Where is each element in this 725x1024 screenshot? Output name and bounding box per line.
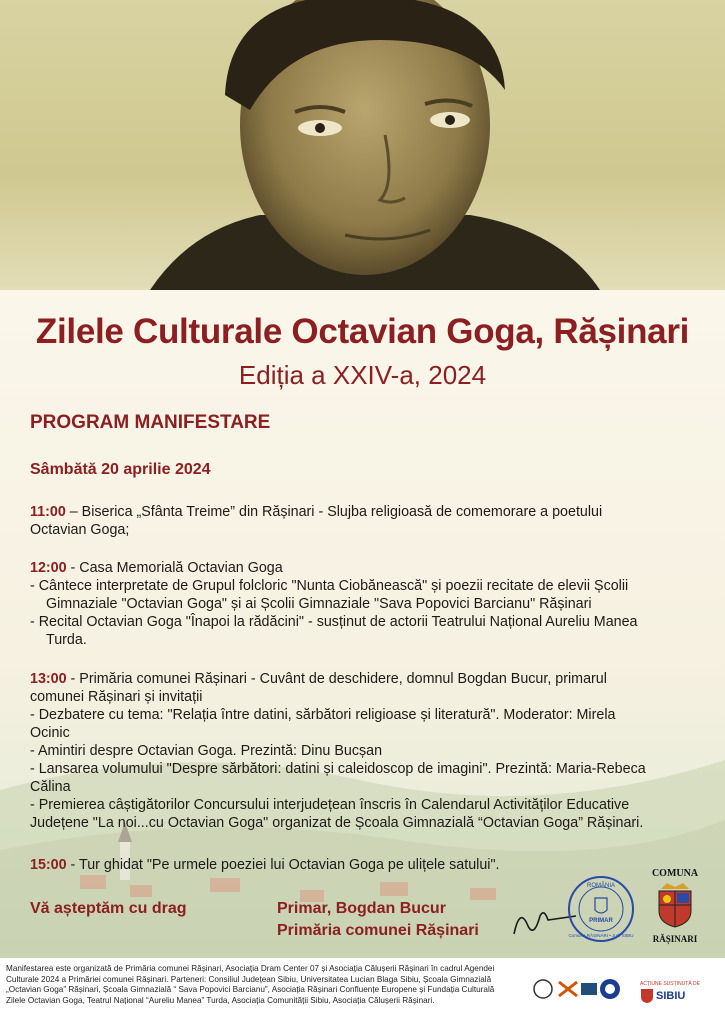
sponsor-label: ACȚIUNE SUSȚINUTĂ DE (640, 981, 701, 987)
item-time: 12:00 (30, 560, 67, 576)
program-item-1100 (30, 503, 700, 539)
item-text: Gimnaziale "Octavian Goga" și ai Școlii Gimnaziale "Sava Popovici Barcianu" Rășinari (46, 596, 592, 612)
item-text: - Primăria comunei Rășinari - Cuvânt de deschidere, domnul Bogdan Bucur, primarul (66, 671, 607, 687)
portrait-photo (0, 0, 725, 290)
sibiu-crest-icon (640, 988, 654, 1004)
program-item-1500 (30, 856, 700, 874)
program-heading: PROGRAM MANIFESTARE (30, 412, 271, 433)
item-text: - Cântece interpretate de Grupul folcloric "Nunta Ciobănească" și poezii recitate de elevii Școlii (30, 578, 629, 594)
program-date: Sâmbătă 20 aprilie 2024 (30, 461, 211, 478)
signature-block (277, 898, 479, 942)
item-text: - Lansarea volumului "Despre sărbători: datini și caleidoscop de imagini". Prezintă: Maria-Rebeca (30, 761, 646, 777)
crest-label-bottom: RĂȘINARI (652, 934, 698, 944)
official-stamp (566, 874, 636, 944)
item-text: - Casa Memorială Octavian Goga (66, 560, 283, 576)
item-text: - Dezbatere cu tema: "Relația între datini, sărbători religioase și literatură". Moderator: Mirela (30, 707, 616, 723)
coat-of-arms-icon (655, 879, 695, 929)
partner-logo-3-icon (580, 980, 598, 998)
program-item-1200 (30, 559, 700, 649)
partner-logo-2-icon (557, 978, 579, 1000)
item-text: - Amintiri despre Octavian Goga. Prezintă: Dinu Bucșan (30, 743, 383, 759)
event-edition: Ediția a XXIV-a, 2024 (238, 360, 487, 390)
item-text: - Tur ghidat "Pe urmele poeziei lui Octavian Goga pe ulițele satului". (66, 857, 500, 873)
item-text: comunei Rășinari și invitații (30, 689, 203, 705)
commune-crest (640, 868, 710, 944)
mayor-name: Primar, Bogdan Bucur (277, 900, 446, 917)
invitation-text: Vă așteptăm cu drag (30, 900, 187, 917)
partner-logo-4-icon (598, 977, 622, 1001)
stamp-top-text: ROMÂNIA (586, 883, 616, 889)
footer-text: Manifestarea este organizată de Primăria comunei Rășinari, Asociația Dram Center 07 și Asociația Călușerii Rășinari în cadrul Agendei Culturale 2024 a Primăriei comunei Rășinari. Parteneri: Consiliul Județean Sibiu, Universitatea Lucian Blaga Sibiu, Școala Gimnazială „Octavian Goga” Rășinari, Școala Gimnazială “ Sava Popovici Barcianu”, Asociația Rășinari Confluențe Europene și Fundația Culturală Zilele Octavian Goga, Teatrul Național “Aureliu Manea” Turda, Asociația Comunității Sibiu, Asociația Călușerii Rășinari. (6, 964, 495, 1005)
item-text: Ocinic (30, 725, 70, 741)
item-text: - Recital Octavian Goga "Înapoi la rădăcini" - susținut de actorii Teatrului Național Aureliu Manea (30, 614, 638, 630)
item-time: 15:00 (30, 857, 67, 873)
item-text: - Premierea câștigătorilor Concursului interjudețean înscris în Calendarul Activităților Educative (30, 797, 630, 813)
partner-logo-1-icon (532, 978, 554, 1000)
item-text: Călina (30, 779, 71, 795)
item-text: – Biserica „Sfânta Treime” din Rășinari - Slujba religioasă de comemorare a poetului (65, 504, 603, 520)
institution-name: Primăria comunei Rășinari (277, 922, 479, 939)
item-text: Turda. (46, 632, 87, 648)
program-item-1300 (30, 670, 700, 832)
item-time: 13:00 (30, 671, 67, 687)
event-title: Zilele Culturale Octavian Goga, Rășinari (35, 312, 690, 351)
crest-label-top: COMUNA (651, 868, 699, 879)
sponsor-name: SIBIU (656, 990, 686, 1002)
item-time: 11:00 (30, 504, 66, 520)
item-text: Octavian Goga; (30, 522, 130, 538)
stamp-ring-text: Comuna RĂȘINARI • Jud. SIBIU (568, 933, 634, 938)
stamp-center-text: PRIMAR (589, 918, 613, 924)
item-text: Județene "La noi...cu Octavian Goga" organizat de Școala Gimnazială “Octavian Goga” Rășinari. (30, 815, 644, 831)
